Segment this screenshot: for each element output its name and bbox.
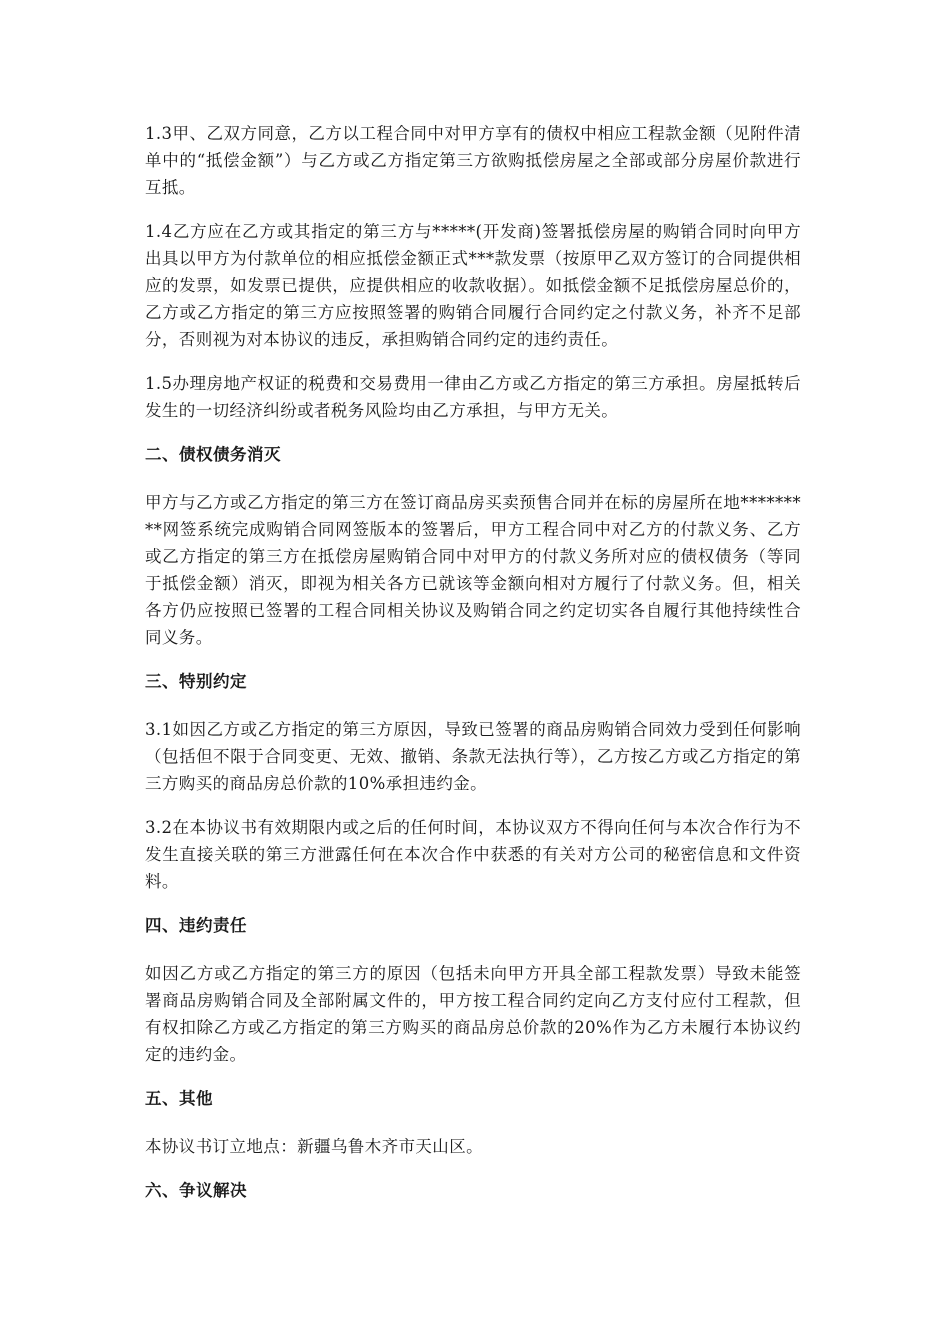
clause-1-3: 1.3甲、乙双方同意，乙方以工程合同中对甲方享有的债权中相应工程款金额（见附件清单中的“抵偿金额”）与乙方或乙方指定第三方欲购抵偿房屋之全部或部分房屋价款进行互抵。 xyxy=(145,124,801,197)
section-5-body: 本协议书订立地点：新疆乌鲁木齐市天山区。 xyxy=(145,1137,483,1156)
section-2-body: 甲方与乙方或乙方指定的第三方在签订商品房买卖预售合同并在标的房屋所在地*********网签系统完成购销合同网签版本的签署后，甲方工程合同中对乙方的付款义务、乙方或乙方指定的第三方在抵偿房屋购销合同中对甲方的付款义务所对应的债权债务（等同于抵偿金额）消灭，即视为相关各方已就该等金额向相对方履行了付款义务。但，相关各方仍应按照已签署的工程合同相关协议及购销合同之约定切实各自履行其他持续性合同义务。 xyxy=(145,493,801,647)
section-heading-2: 二、债权债务消灭 xyxy=(145,445,281,464)
clause-3-1: 3.1如因乙方或乙方指定的第三方原因，导致已签署的商品房购销合同效力受到任何影响（包括但不限于合同变更、无效、撤销、条款无法执行等），乙方按乙方或乙方指定的第三方购买的商品房总价款的10%承担违约金。 xyxy=(145,720,801,793)
document-page xyxy=(145,120,801,1225)
clause-3-2: 3.2在本协议书有效期限内或之后的任何时间，本协议双方不得向任何与本次合作行为不发生直接关联的第三方泄露任何在本次合作中获悉的有关对方公司的秘密信息和文件资料。 xyxy=(145,818,801,891)
section-heading-3: 三、特别约定 xyxy=(145,672,247,691)
section-4-body: 如因乙方或乙方指定的第三方的原因（包括未向甲方开具全部工程款发票）导致未能签署商品房购销合同及全部附属文件的，甲方按工程合同约定向乙方支付应付工程款，但有权扣除乙方或乙方指定的第三方购买的商品房总价款的20%作为乙方未履行本协议约定的违约金。 xyxy=(145,964,801,1064)
section-heading-6: 六、争议解决 xyxy=(145,1181,247,1200)
section-heading-4: 四、违约责任 xyxy=(145,916,247,935)
clause-1-5: 1.5办理房地产权证的税费和交易费用一律由乙方或乙方指定的第三方承担。房屋抵转后发生的一切经济纠纷或者税务风险均由乙方承担，与甲方无关。 xyxy=(145,374,801,420)
section-heading-5: 五、其他 xyxy=(145,1089,213,1108)
clause-1-4: 1.4乙方应在乙方或其指定的第三方与*****(开发商)签署抵偿房屋的购销合同时向甲方出具以甲方为付款单位的相应抵偿金额正式***款发票（按原甲乙双方签订的合同提供相应的发票，如发票已提供，应提供相应的收款收据）。如抵偿金额不足抵偿房屋总价的，乙方或乙方指定的第三方应按照签署的购销合同履行合同约定之付款义务，补齐不足部分，否则视为对本协议的违反，承担购销合同约定的违约责任。 xyxy=(145,222,801,349)
